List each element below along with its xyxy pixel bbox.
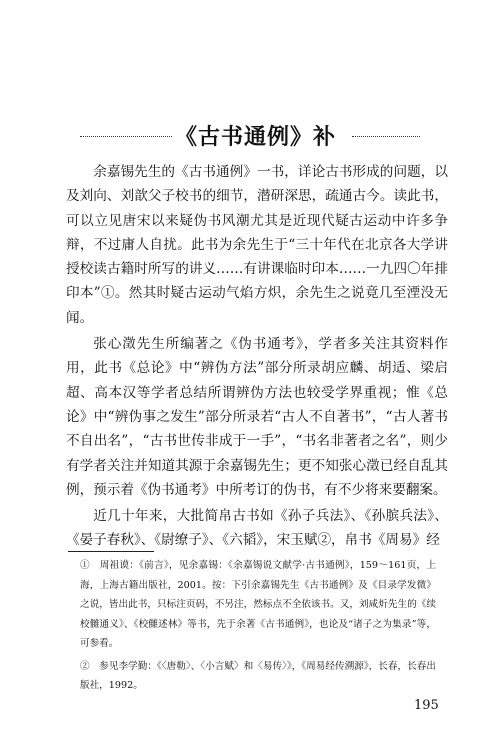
page-number: 195 [414, 698, 439, 713]
paragraph: 近几十年来，大批简帛古书如《孙子兵法》、《孙膑兵法》、《晏子春秋》、《尉缭子》、《六韬》，宋玉赋②，帛书《周易》经 [66, 508, 448, 549]
body-text [66, 160, 448, 553]
footnote: ② 参见李学勤：《〈唐勒〉、〈小言赋〉和〈易传〉》，《周易经传溯源》，长春，长春出版社，1992。 [80, 660, 436, 691]
title-dotted-rule-left [80, 136, 172, 137]
chapter-title: 《古书通例》补 [175, 124, 337, 150]
footnotes [80, 556, 436, 696]
footnote: ① 周祖谟：《前言》，见余嘉锡：《余嘉锡说文献学·古书通例》，159～161页，上海，上海古籍出版社，2001。按：下引余嘉锡先生《古书通例》及《目录学发微》之说，皆出此书，只标注页码，不另注，然标点不全依该书。又，刘咸炘先生的《续校雠通义》、《校雠述林》等书，先于余著《古书通例》，也论及“诸子之为集录”等，可参看。 [80, 560, 436, 649]
title-dotted-rule-right [352, 136, 420, 137]
footnote-separator [68, 551, 154, 552]
paragraph: 张心澂先生所编著之《伪书通考》，学者多关注其资料作用，此书《总论》中“辨伪方法”部分所录胡应麟、胡适、梁启超、高本汉等学者总结所谓辨伪方法也较受学界重视；惟《总论》中“辨伪事之发生”部分所录若“古人不自著书”，“古人著书不自出名”，“古书世传非成于一手”，“书名非著者之名”，则少有学者关注并知道其源于余嘉锡先生；更不知张心澂已经自乱其例，预示着《伪书通考》中所考订的伪书，有不少将来要翻案。 [66, 336, 448, 498]
chapter-title-row [80, 120, 420, 148]
paragraph: 余嘉锡先生的《古书通例》一书，详论古书形成的问题，以及刘向、刘歆父子校书的细节，潜研深思，疏通古今。读此书，可以立见唐宋以来疑伪书风潮尤其是近现代疑古运动中许多争辩，不过庸人自扰。此书为余先生于“三十年代在北京各大学讲授校读古籍时所写的讲义……有讲课临时印本……一九四〇年排印本”①。然其时疑古运动气焰方炽，余先生之说竟几至湮没无闻。 [66, 164, 448, 326]
